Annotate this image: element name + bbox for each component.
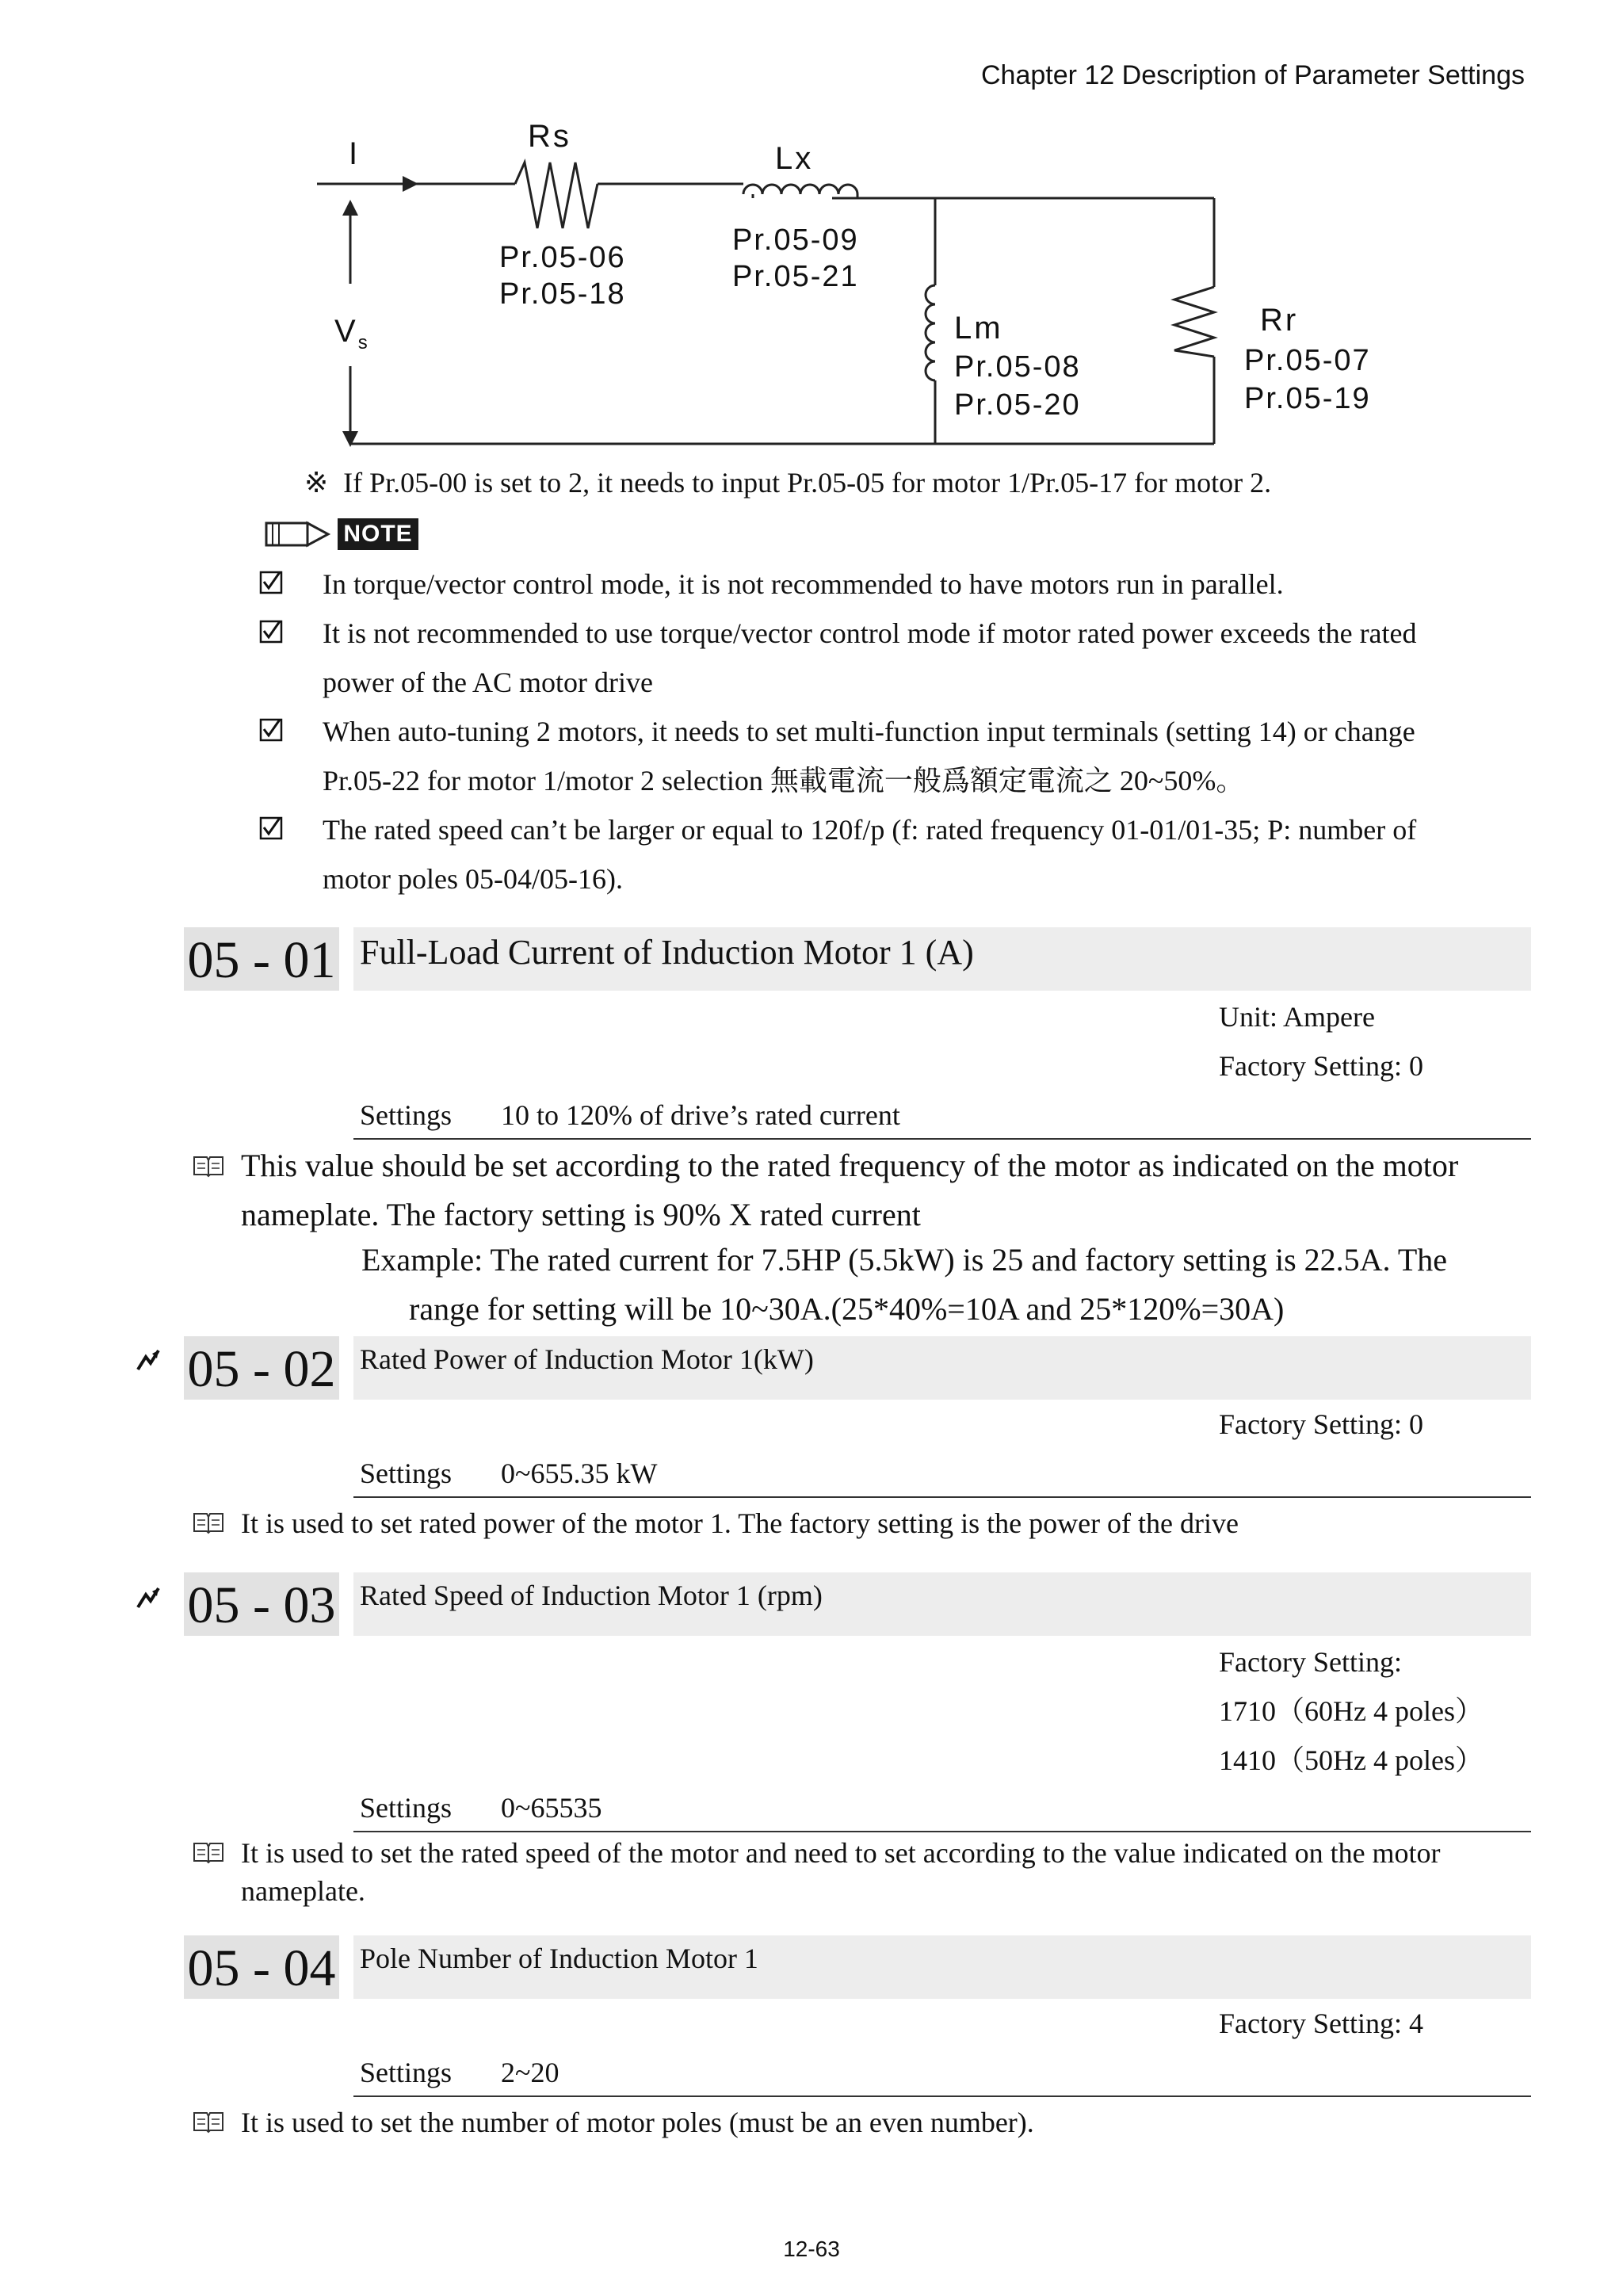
- settings-row: [360, 1457, 658, 1490]
- checkbox-icon: [259, 571, 283, 594]
- vs-label: $V_s$: [334, 314, 370, 353]
- rs-label: Rs: [528, 119, 571, 154]
- book-icon: [193, 1511, 224, 1534]
- checkbox-icon: [259, 718, 283, 742]
- lx-param-2: Pr.05-21: [732, 260, 859, 293]
- param-code: 05 - 04: [184, 1935, 339, 1999]
- lx-param-1: Pr.05-09: [732, 223, 859, 257]
- lightning-icon: [135, 1585, 162, 1612]
- settings-row: [360, 1098, 900, 1132]
- book-icon: [193, 2110, 224, 2134]
- param-description: It is used to set rated power of the motor 1. The factory setting is the power of the drive: [241, 1507, 1239, 1539]
- rs-param-2: Pr.05-18: [499, 277, 626, 311]
- settings-divider: [353, 1831, 1531, 1832]
- current-label: I: [349, 136, 361, 171]
- rr-param-2: Pr.05-19: [1244, 382, 1371, 415]
- settings-row: [360, 2056, 559, 2089]
- lightning-icon: [135, 1347, 162, 1374]
- example-line-2: range for setting will be 10~30A.(25*40%=10A and 25*120%=30A): [409, 1291, 1285, 1327]
- settings-value: 2~20: [501, 2057, 559, 2088]
- rs-resistor: [515, 162, 598, 228]
- settings-label: Settings: [360, 1457, 453, 1489]
- settings-divider: [353, 1138, 1531, 1140]
- settings-divider: [353, 1496, 1531, 1498]
- book-icon: [193, 1840, 224, 1864]
- factory-setting: Factory Setting: 4: [1219, 2008, 1423, 2039]
- param-title: Rated Power of Induction Motor 1(kW): [360, 1343, 814, 1375]
- rr-label: Rr: [1260, 303, 1299, 338]
- note-item-3: When auto-tuning 2 motors, it needs to set multi-function input terminals (setting 14) or change Pr.05-22 for motor 1/motor 2 selection 無載電流一般爲額定電流之 20~50%。: [323, 716, 1415, 797]
- note-item-1: In torque/vector control mode, it is not recommended to have motors run in parallel.: [323, 568, 1284, 600]
- footnote: ※ If Pr.05-00 is set to 2, it needs to input Pr.05-05 for motor 1/Pr.05-17 for motor 2.: [304, 467, 1272, 499]
- note-item-4: The rated speed can’t be larger or equal to 120f/p (f: rated frequency 01-01/01-35; P: number of motor poles 05-04/05-16).: [323, 814, 1417, 895]
- book-icon: [193, 1154, 224, 1178]
- settings-value: 0~655.35 kW: [501, 1457, 658, 1489]
- rr-param-1: Pr.05-07: [1244, 344, 1371, 377]
- param-description: It is used to set the rated speed of the motor and need to set according to the value indicated on the motor nameplate.: [241, 1837, 1441, 1907]
- lx-inductor: [743, 185, 857, 194]
- param-title: Pole Number of Induction Motor 1: [360, 1943, 758, 1974]
- rs-param-1: Pr.05-06: [499, 241, 626, 274]
- checkbox-icon: [259, 816, 283, 840]
- note-badge: [265, 517, 420, 552]
- factory-setting: Factory Setting: 0: [1219, 1408, 1423, 1440]
- rr-resistor: [1174, 287, 1214, 357]
- note-item-2: It is not recommended to use torque/vector control mode if motor rated power exceeds the rated power of the AC motor drive: [323, 617, 1417, 698]
- param-code: 05 - 03: [184, 1572, 339, 1636]
- param-unit: Unit: Ampere: [1219, 1001, 1375, 1033]
- settings-value: 10 to 120% of drive’s rated current: [501, 1099, 900, 1131]
- param-title: Full-Load Current of Induction Motor 1 (A): [360, 933, 974, 972]
- factory-setting-50hz: 1410（50Hz 4 poles）: [1219, 1744, 1484, 1776]
- factory-setting-label: Factory Setting:: [1219, 1646, 1402, 1678]
- param-code: 05 - 02: [184, 1336, 339, 1400]
- factory-setting-60hz: 1710（60Hz 4 poles）: [1219, 1695, 1484, 1727]
- settings-label: Settings: [360, 2057, 453, 2088]
- pencil-icon: [265, 518, 333, 550]
- lm-param-2: Pr.05-20: [954, 388, 1081, 422]
- checkbox-icon: [259, 620, 283, 644]
- example-line-1: Example: The rated current for 7.5HP (5.5kW) is 25 and factory setting is 22.5A. The: [361, 1242, 1448, 1278]
- settings-row: [360, 1791, 602, 1824]
- lm-inductor: [926, 285, 935, 380]
- param-title: Rated Speed of Induction Motor 1 (rpm): [360, 1580, 823, 1611]
- reference-mark: ※: [304, 467, 329, 499]
- page-number: 12-63: [783, 2237, 840, 2261]
- settings-value: 0~65535: [501, 1792, 602, 1824]
- settings-divider: [353, 2095, 1531, 2097]
- lx-label: Lx: [775, 141, 814, 176]
- factory-setting: Factory Setting: 0: [1219, 1050, 1423, 1082]
- note-label: NOTE: [338, 518, 418, 550]
- param-description: It is used to set the number of motor poles (must be an even number).: [241, 2107, 1034, 2138]
- param-description: This value should be set according to the rated frequency of the motor as indicated on the motor nameplate. The factory setting is 90% X rated current: [241, 1148, 1459, 1232]
- lm-param-1: Pr.05-08: [954, 350, 1081, 384]
- settings-label: Settings: [360, 1099, 453, 1131]
- chapter-header: Chapter 12 Description of Parameter Settings: [980, 60, 1525, 90]
- lm-label: Lm: [954, 311, 1003, 346]
- param-code: 05 - 01: [184, 927, 339, 991]
- settings-label: Settings: [360, 1792, 453, 1824]
